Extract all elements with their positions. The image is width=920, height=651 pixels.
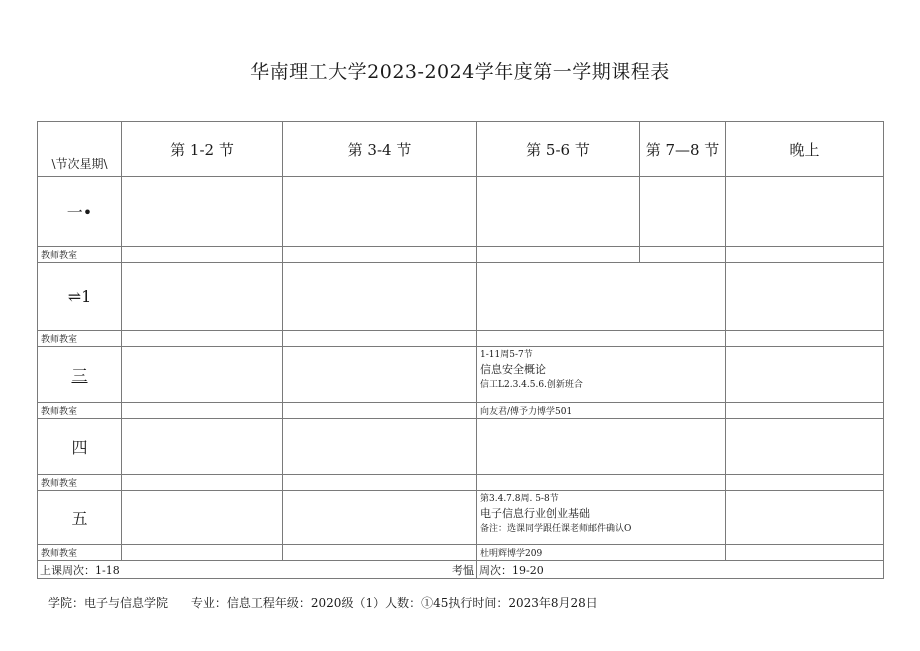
cell-empty: [122, 491, 283, 545]
cell-empty: [726, 545, 884, 561]
cell-empty: [726, 475, 884, 491]
cell-empty: [477, 331, 726, 347]
slot-header-7-8: 第 7—8 节: [640, 122, 726, 177]
day-row-friday: [38, 491, 884, 545]
course-weeks: 1-11周5-7节: [480, 350, 533, 360]
cell-empty: [122, 419, 283, 475]
cell-empty: [122, 545, 283, 561]
cell-empty: [283, 419, 477, 475]
class-info: [48, 594, 598, 611]
cell-empty: [640, 177, 726, 247]
cell-empty: [477, 475, 726, 491]
course-cell-wednesday: [477, 347, 726, 403]
day-label-wednesday: 三: [38, 347, 122, 403]
slot-header-evening: 晚上: [726, 122, 884, 177]
header-row: [38, 122, 884, 177]
course-weeks: 第3.4.7.8周. 5-8节: [480, 494, 559, 504]
teacher-row-monday: [38, 247, 884, 263]
cell-empty: [726, 247, 884, 263]
cell-empty: [283, 491, 477, 545]
major-grade-info: 专业：信息工程年级：2020级（1）人数：①45执行时间：2023年8月28日: [190, 596, 598, 610]
teacher-label: 教师教室: [38, 331, 122, 347]
day-row-tuesday: [38, 263, 884, 331]
cell-empty: [283, 475, 477, 491]
cell-empty: [283, 331, 477, 347]
course-class: 信工L2.3.4.5.6.创新班合: [480, 380, 583, 390]
slot-header-5-6: 第 5-6 节: [477, 122, 640, 177]
cell-empty: [726, 491, 884, 545]
cell-empty: [726, 177, 884, 247]
weeks-row: [38, 561, 884, 579]
cell-empty: [726, 347, 884, 403]
college-info: 学院：电子与信息学院: [48, 596, 169, 610]
teaching-weeks: [38, 561, 283, 579]
day-label-monday: 一•: [38, 177, 122, 247]
cell-empty: [122, 263, 283, 331]
cell-empty: [477, 247, 640, 263]
day-row-monday: [38, 177, 884, 247]
cell-empty: [726, 331, 884, 347]
corner-header: \节次星期\: [38, 122, 122, 177]
course-note: 备注：选课同学跟任课老师邮件确认O: [480, 524, 632, 534]
course-name: 信息安全概论: [480, 363, 546, 376]
teacher-row-friday: [38, 545, 884, 561]
cell-empty: [726, 419, 884, 475]
slot-header-3-4: 第 3-4 节: [283, 122, 477, 177]
teacher-row-tuesday: [38, 331, 884, 347]
cell-empty: [726, 403, 884, 419]
day-row-wednesday: [38, 347, 884, 403]
cell-empty: [477, 263, 726, 331]
teacher-row-wednesday: [38, 403, 884, 419]
teaching-weeks-text: 上课周次：1-18: [40, 563, 120, 577]
cell-empty: [283, 403, 477, 419]
course-name: 电子信息行业创业基础: [480, 507, 590, 520]
course-cell-friday: [477, 491, 726, 545]
day-label-tuesday: ⇌1: [38, 263, 122, 331]
cell-empty: [726, 263, 884, 331]
exam-label: 考愠: [452, 563, 474, 577]
cell-empty: [283, 545, 477, 561]
cell-empty: [283, 347, 477, 403]
cell-empty: [122, 403, 283, 419]
teacher-label: 教师教室: [38, 403, 122, 419]
teacher-label: 教师教室: [38, 475, 122, 491]
cell-empty: [122, 347, 283, 403]
course-teacher-room: 杜明辉博学209: [477, 545, 726, 561]
exam-weeks: [477, 561, 884, 579]
cell-empty: [122, 247, 283, 263]
cell-empty: [283, 263, 477, 331]
cell-empty: [640, 247, 726, 263]
teacher-label: 教师教室: [38, 247, 122, 263]
slot-header-1-2: 第 1-2 节: [122, 122, 283, 177]
day-label-thursday: 四: [38, 419, 122, 475]
cell-empty: [283, 247, 477, 263]
day-row-thursday: [38, 419, 884, 475]
cell-empty: [122, 177, 283, 247]
cell-empty: [477, 177, 640, 247]
cell-empty: [477, 419, 726, 475]
day-label-friday: 五: [38, 491, 122, 545]
teacher-label: 教师教室: [38, 545, 122, 561]
cell-empty: [122, 475, 283, 491]
teacher-row-thursday: [38, 475, 884, 491]
cell-empty: [122, 331, 283, 347]
exam-weeks-text: 周次：19-20: [479, 563, 544, 577]
page-title: 华南理工大学2023-2024学年度第一学期课程表: [250, 61, 670, 83]
cell-empty: [283, 177, 477, 247]
exam-label-cell: [283, 561, 477, 579]
timetable: [37, 121, 884, 579]
course-teacher-room: 向友君/傅予力博学501: [477, 403, 726, 419]
